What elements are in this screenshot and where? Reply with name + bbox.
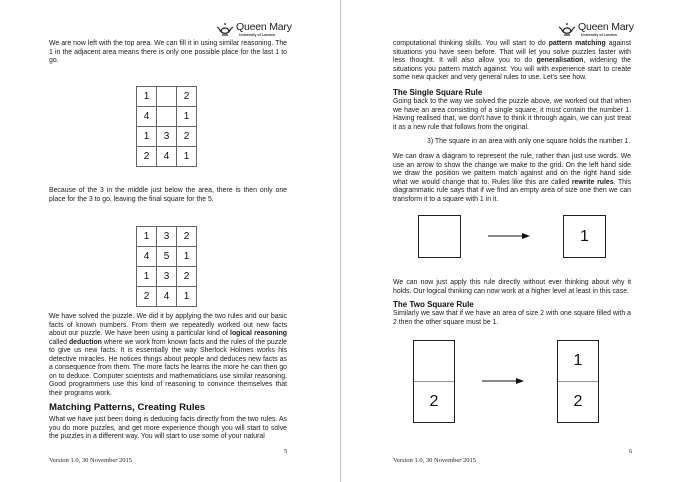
logo-subtitle: University of London	[239, 33, 275, 37]
grid-cell: 1	[137, 127, 157, 147]
grid-row	[137, 287, 197, 307]
grid-cell: 3	[157, 227, 177, 247]
grid-cell: 2	[177, 267, 197, 287]
grid-row	[137, 247, 197, 267]
paragraph: We are now left with the top area. We can fill it in using similar reasoning. The 1 in the adjacent area means there is only one possible place for the last 1 to go.	[49, 40, 287, 64]
arrow-right-icon	[488, 232, 530, 240]
grid-row	[137, 267, 197, 287]
footer-version: Version 1.0, 30 November 2015	[49, 457, 133, 464]
paragraph: We can now just apply this rule directly without ever thinking about why it holds. Our logical thinking can now work at a higher level at least in this case.	[393, 279, 631, 295]
section-heading: The Two Square Rule	[393, 300, 474, 309]
text: computational thinking skills. You will start to do	[393, 40, 549, 47]
page-5	[0, 0, 340, 482]
puzzle-grid-solved	[136, 226, 197, 307]
grid-cell: 1	[137, 87, 157, 107]
footer-version: Version 1.0, 30 November 2015	[393, 457, 477, 464]
diagram-cell: 1	[573, 352, 583, 369]
grid-cell	[157, 107, 177, 127]
text: We have solved the puzzle. We did it by applying the two rules and our basic facts of known numbers. From them we repeatedly worked out new facts about our puzzle. We have been using a particular kind of	[49, 313, 287, 337]
crown-crest-icon	[216, 22, 234, 36]
grid-cell: 4	[137, 247, 157, 267]
university-logo	[216, 22, 292, 37]
grid-row	[137, 227, 197, 247]
paragraph: Going back to the way we solved the puzzle above, we worked out that when we have an area consisting of a single square, it must contain the number 1. Having realised that, we don't have to think it through again, we can just treat it as a new rule that follows from the original.	[393, 98, 631, 131]
text: against situations you have seen before. That will let you solve puzzles faster with less thought. It will also allow you to do	[393, 40, 631, 64]
text: , widening the situations you pattern match against. You will with experience start to create some new quicker and very general rules to use. Let's see how.	[393, 57, 631, 81]
grid-cell: 3	[157, 267, 177, 287]
grid-cell: 4	[157, 147, 177, 167]
grid-cell: 5	[157, 247, 177, 267]
grid-row	[137, 107, 197, 127]
grid-cell: 3	[157, 127, 177, 147]
paragraph: Because of the 3 in the middle just below the area, there is then only one place for the 3 to go, leaving the final square for the 5.	[49, 187, 287, 203]
page-6	[341, 0, 683, 482]
paragraph: Similarly we saw that if we have an area of size 2 with one square filled with a 2 then the other square must be 1.	[393, 310, 631, 326]
diagram-after-square-1: 1	[563, 215, 606, 258]
page-number: 5	[284, 448, 288, 455]
logo-name: Queen Mary	[236, 21, 292, 33]
diagram-before-empty-square	[418, 215, 461, 258]
grid-cell: 2	[177, 127, 197, 147]
text: called	[49, 338, 69, 346]
grid-cell: 1	[177, 107, 197, 127]
grid-cell: 2	[137, 287, 157, 307]
section-heading: The Single Square Rule	[393, 88, 483, 97]
logo-name: Queen Mary	[578, 21, 634, 33]
grid-row	[137, 147, 197, 167]
grid-row	[137, 127, 197, 147]
page-number: 6	[629, 448, 633, 455]
grid-row	[137, 87, 197, 107]
logo-subtitle: University of London	[581, 33, 617, 37]
grid-cell: 1	[177, 247, 197, 267]
grid-cell: 1	[137, 267, 157, 287]
paragraph	[49, 313, 287, 398]
term-deduction: deduction	[68, 338, 102, 346]
grid-cell: 2	[177, 227, 197, 247]
term-pattern-matching: pattern matching	[548, 40, 606, 47]
paragraph	[393, 153, 631, 204]
grid-cell: 2	[137, 147, 157, 167]
section-heading: Matching Patterns, Creating Rules	[49, 402, 206, 413]
grid-cell	[157, 87, 177, 107]
text: . This diagrammatic rule says that if we find an empty area of size one then we can transform it to a square with 1 in it.	[393, 178, 631, 203]
arrow-right-icon	[482, 377, 524, 385]
term-logical-reasoning: logical reasoning	[230, 330, 288, 337]
diagram-cell: 2	[558, 381, 598, 422]
text: where we work from known facts and the rules of the puzzle to give us new facts. It is essentially the way Sherlock Holmes works his detective miracles. He notices things about people and deduces new facts as a consequence from them. The more facts he learns the more he can then go on to deduce. Computer scientists and mathematicians use similar reasoning. Good programmers use this kind of reasoning to convince themselves that their programs work.	[49, 338, 287, 397]
paragraph: What we have just been doing is deducing facts directly from the two rules. As you do more puzzles, and get more experience though you will start to solve the puzzles in a different way. You will start to use some of your natural	[49, 416, 287, 440]
diagram-after-two-square	[557, 340, 599, 423]
puzzle-grid-partial	[136, 86, 197, 167]
grid-cell: 2	[177, 87, 197, 107]
grid-cell: 1	[177, 287, 197, 307]
paragraph	[393, 40, 631, 83]
term-rewrite-rules: rewrite rules	[571, 178, 614, 186]
grid-cell: 4	[137, 107, 157, 127]
university-logo	[558, 22, 634, 37]
term-generalisation: generalisation	[536, 57, 584, 64]
crown-crest-icon	[558, 22, 576, 36]
grid-cell: 1	[137, 227, 157, 247]
grid-cell: 1	[177, 147, 197, 167]
grid-cell: 4	[157, 287, 177, 307]
diagram-cell	[414, 341, 454, 381]
diagram-cell: 2	[414, 381, 454, 422]
diagram-before-two-square	[413, 340, 455, 423]
rule-statement: 3) The square in an area with only one square holds the number 1.	[427, 138, 631, 145]
text: We can draw a diagram to represent the rule, rather than just use words. We use an arrow to show the change we make to the grid. On the left hand side we draw the position we pattern match against and on the right hand side what we would change that to. Rules like this are called	[393, 153, 631, 186]
